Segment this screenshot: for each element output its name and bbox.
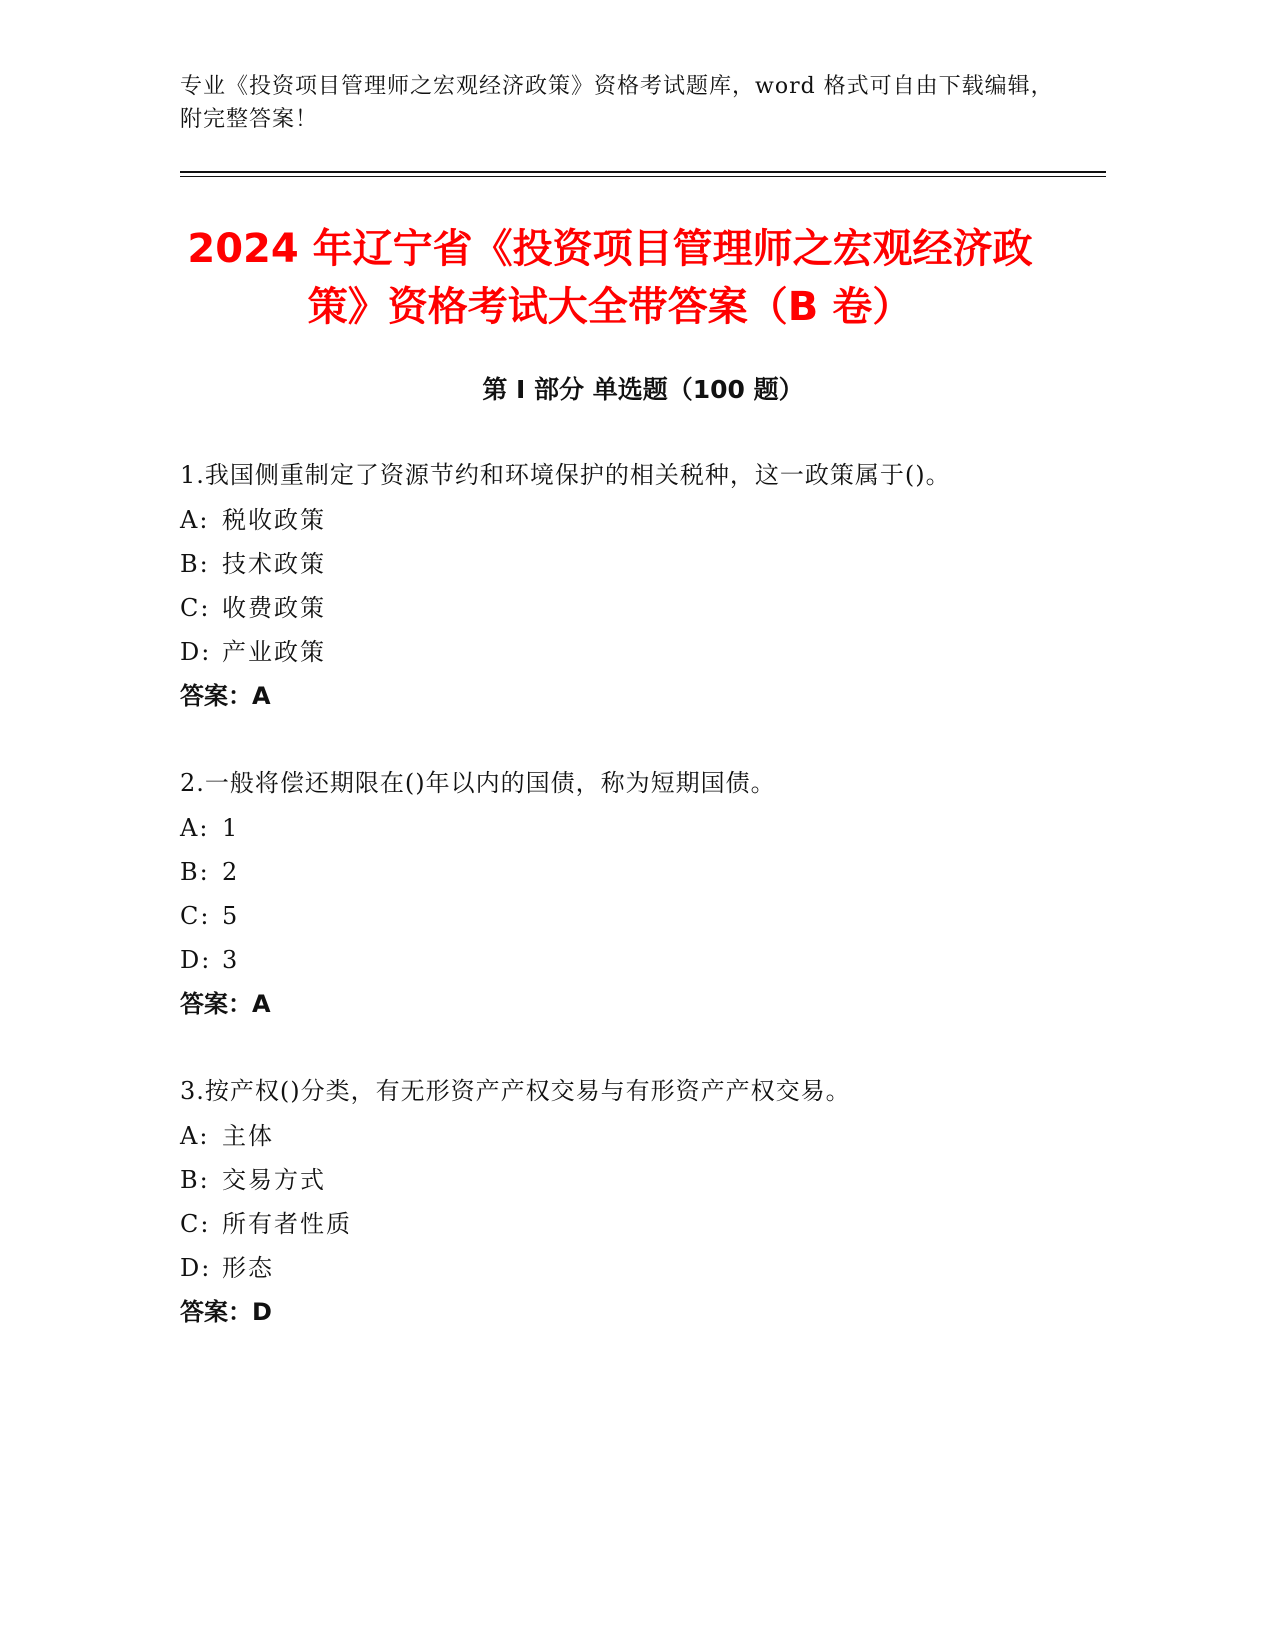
option-text: 形态: [222, 1254, 274, 1282]
option-a: [180, 806, 1020, 850]
option-key: C:: [180, 902, 211, 930]
option-text: 3: [222, 946, 240, 974]
option-key: D:: [180, 946, 212, 974]
answer-line: 答案：D: [180, 1298, 272, 1326]
option-d: [180, 938, 1020, 982]
question-item: [180, 1068, 1020, 1334]
option-a: [180, 1114, 1020, 1158]
question-stem: 3.按产权()分类，有无形资产产权交易与有形资产产权交易。: [180, 1077, 851, 1105]
option-key: A:: [180, 814, 210, 842]
option-text: 主体: [222, 1122, 274, 1150]
option-key: C:: [180, 594, 211, 622]
option-text: 5: [222, 902, 240, 930]
option-a: [180, 498, 1020, 542]
option-key: D:: [180, 638, 212, 666]
option-key: A:: [180, 506, 210, 534]
option-key: B:: [180, 858, 210, 886]
option-text: 技术政策: [222, 550, 326, 578]
option-d: [180, 630, 1020, 674]
option-key: A:: [180, 1122, 210, 1150]
option-b: [180, 1158, 1020, 1202]
option-key: D:: [180, 1254, 212, 1282]
question-list: [180, 452, 1020, 1376]
question-stem: 2.一般将偿还期限在()年以内的国债，称为短期国债。: [180, 769, 776, 797]
option-c: [180, 586, 1020, 630]
question-stem: 1.我国侧重制定了资源节约和环境保护的相关税种，这一政策属于()。: [180, 461, 951, 489]
option-b: [180, 542, 1020, 586]
header-rule-thin: [180, 176, 1106, 177]
option-b: [180, 850, 1020, 894]
option-text: 税收政策: [222, 506, 326, 534]
question-item: [180, 760, 1020, 1026]
header-rule-thick: [180, 171, 1106, 173]
question-item: [180, 452, 1020, 718]
option-text: 1: [222, 814, 240, 842]
header-note: 专业《投资项目管理师之宏观经济政策》资格考试题库，word 格式可自由下载编辑，附完整答案！: [180, 74, 1054, 132]
section-title: 第 I 部分 单选题（100 题）: [482, 375, 804, 404]
answer-line: 答案：A: [180, 682, 271, 710]
document-title: 2024 年辽宁省《投资项目管理师之宏观经济政策》资格考试大全带答案（B 卷）: [187, 226, 1033, 330]
option-key: B:: [180, 550, 210, 578]
answer-line: 答案：A: [180, 990, 271, 1018]
option-key: C:: [180, 1210, 211, 1238]
option-text: 产业政策: [222, 638, 326, 666]
option-text: 交易方式: [222, 1166, 326, 1194]
option-text: 2: [222, 858, 240, 886]
option-c: [180, 1202, 1020, 1246]
option-text: 收费政策: [222, 594, 326, 622]
option-d: [180, 1246, 1020, 1290]
option-key: B:: [180, 1166, 210, 1194]
option-c: [180, 894, 1020, 938]
option-text: 所有者性质: [222, 1210, 352, 1238]
